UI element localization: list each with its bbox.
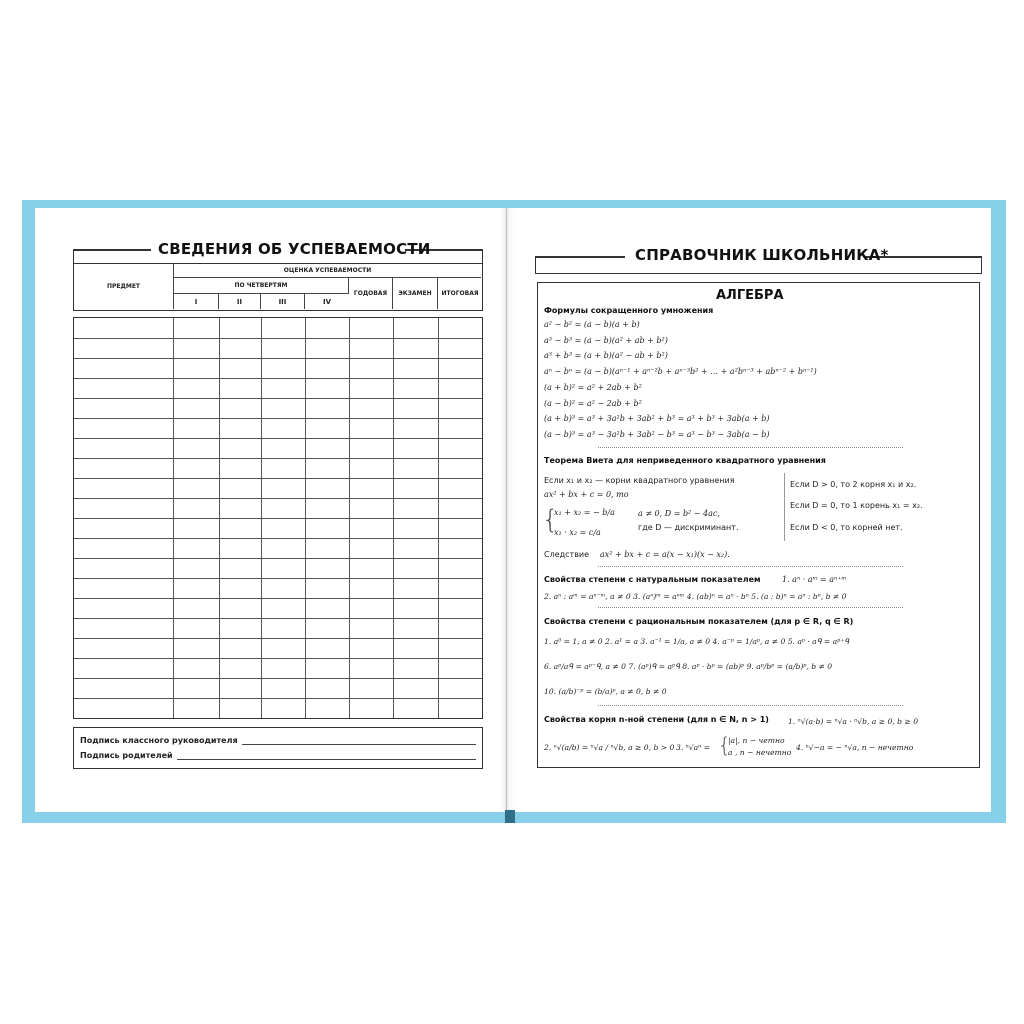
system-brace: { xyxy=(542,505,559,535)
table-row-divider xyxy=(74,338,482,339)
vieta-case-1: Если D > 0, то 2 корня x₁ и x₂. xyxy=(790,480,917,489)
vieta-line-1: Если x₁ и x₂ — корни квадратного уравнения xyxy=(544,476,735,485)
table-row-divider xyxy=(74,578,482,579)
rational-powers-title: Свойства степени с рациональным показателем (для p ∈ R, q ∈ R) xyxy=(544,617,854,626)
abbrev-mult-title: Формулы сокращенного умножения xyxy=(544,306,714,315)
table-row-divider xyxy=(74,618,482,619)
roots-3-brace: { xyxy=(718,733,731,757)
header-year: ГОДОВАЯ xyxy=(349,278,393,309)
formula: a² − b² = (a − b)(a + b) xyxy=(544,320,640,329)
roots-3-lhs: 3. ⁿ√aⁿ = xyxy=(676,743,710,752)
section-title-algebra: АЛГЕБРА xyxy=(716,288,784,303)
table-row-divider xyxy=(74,418,482,419)
table-row-divider xyxy=(74,678,482,679)
teacher-signature-line[interactable] xyxy=(242,737,476,745)
formula: a³ − b³ = (a − b)(a² + ab + b²) xyxy=(544,336,668,345)
formula: (a − b)³ = a³ − 3a²b + 3ab² − b³ = a³ − b³ − 3ab(a − b) xyxy=(544,430,770,439)
table-row-divider xyxy=(74,438,482,439)
vieta-condition: a ≠ 0, D = b² − 4ac, xyxy=(638,509,720,518)
table-row-divider xyxy=(74,458,482,459)
corollary-formula: ax² + bx + c = a(x − x₁)(x − x₂). xyxy=(600,550,730,559)
formula: aⁿ − bⁿ = (a − b)(aⁿ⁻¹ + aⁿ⁻²b + aⁿ⁻³b² + … + a²bⁿ⁻³ + abⁿ⁻² + bⁿ⁻¹) xyxy=(544,367,817,376)
grades-table-body xyxy=(73,317,483,719)
table-row-divider xyxy=(74,378,482,379)
table-row-divider xyxy=(74,478,482,479)
header-quarter-2: II xyxy=(219,294,261,309)
roots-1: 1. ⁿ√(a·b) = ⁿ√a · ⁿ√b, a ≥ 0, b ≥ 0 xyxy=(788,717,919,726)
parents-signature-row[interactable] xyxy=(80,751,476,760)
formula: a³ + b³ = (a + b)(a² − ab + b²) xyxy=(544,351,668,360)
table-row-divider xyxy=(74,358,482,359)
header-grades: ОЦЕНКА УСПЕВАЕМОСТИ xyxy=(174,264,481,278)
vieta-where: где D — дискриминант. xyxy=(638,523,739,532)
vieta-product: x₁ · x₂ = c/a xyxy=(554,528,601,537)
vieta-line-2: ax² + bx + c = 0, то xyxy=(544,490,629,499)
algebra-reference-box xyxy=(537,282,980,768)
spine xyxy=(505,810,515,823)
header-quarters: ПО ЧЕТВЕРТЯМ xyxy=(174,278,349,294)
divider xyxy=(784,473,785,541)
vieta-case-3: Если D < 0, то корней нет. xyxy=(790,523,903,532)
table-row-divider xyxy=(74,498,482,499)
vieta-title: Теорема Виета для неприведенного квадратного уравнения xyxy=(544,456,826,465)
roots-3-odd: a , n − нечетно xyxy=(728,748,792,757)
header-quarter-1: I xyxy=(174,294,219,309)
table-row-divider xyxy=(74,518,482,519)
grades-table-header xyxy=(73,263,483,311)
table-row-divider xyxy=(74,558,482,559)
table-row-divider xyxy=(74,638,482,639)
natural-powers-rest: 2. aⁿ : aᵐ = aⁿ⁻ᵐ, a ≠ 0 3. (aⁿ)ᵐ = aⁿᵐ 4. (ab)ⁿ = aⁿ · bⁿ 5. (a : b)ⁿ = aⁿ : bⁿ, b ≠ 0 xyxy=(544,592,847,601)
natural-powers-title: Свойства степени с натуральным показателем xyxy=(544,575,761,584)
roots-title: Свойства корня n-ной степени (для n ∈ N, n > 1) xyxy=(544,715,769,724)
rational-powers-row-2: 6. aᵖ/aᑫ = aᵖ⁻ᑫ, a ≠ 0 7. (aᵖ)ᑫ = aᵖᑫ 8. aᵖ · bᵖ = (ab)ᵖ 9. aᵖ/bᵖ = (a/b)ᵖ, b ≠ 0 xyxy=(544,662,833,671)
header-subject: ПРЕДМЕТ xyxy=(74,264,174,309)
corollary-label: Следствие xyxy=(544,550,590,559)
table-row-divider xyxy=(74,598,482,599)
roots-4: 4. ⁿ√−a = − ⁿ√a, n − нечетно xyxy=(796,743,914,752)
divider xyxy=(598,705,903,706)
formula: (a − b)² = a² − 2ab + b² xyxy=(544,399,642,408)
header-quarter-3: III xyxy=(261,294,305,309)
rational-powers-row-3: 10. (a/b)⁻ᵖ = (b/a)ᵖ, a ≠ 0, b ≠ 0 xyxy=(544,687,667,696)
left-page-title: СВЕДЕНИЯ ОБ УСПЕВАЕМОСТИ xyxy=(158,240,431,258)
teacher-signature-label: Подпись классного руководителя xyxy=(80,736,238,745)
parents-signature-line[interactable] xyxy=(177,752,476,760)
table-row-divider xyxy=(74,658,482,659)
formula: (a + b)² = a² + 2ab + b² xyxy=(544,383,642,392)
rational-powers-row-1: 1. a⁰ = 1, a ≠ 0 2. a¹ = a 3. a⁻¹ = 1/a, a ≠ 0 4. a⁻ᵖ = 1/aᵖ, a ≠ 0 5. aᵖ · aᑫ = aᵖ⁺ᑫ xyxy=(544,637,850,646)
signature-box xyxy=(73,727,483,769)
roots-2: 2. ⁿ√(a/b) = ⁿ√a / ⁿ√b, a ≥ 0, b > 0 xyxy=(544,743,675,752)
divider xyxy=(598,447,903,448)
vieta-sum: x₁ + x₂ = − b/a xyxy=(554,508,615,517)
table-row-divider xyxy=(74,398,482,399)
header-quarter-4: IV xyxy=(322,297,332,306)
right-page-title: СПРАВОЧНИК ШКОЛЬНИКА* xyxy=(635,246,889,264)
natural-powers-1: 1. aⁿ · aᵐ = aⁿ⁺ᵐ xyxy=(782,575,847,584)
roots-3-even: |a|, n − четно xyxy=(728,736,785,745)
teacher-signature-row[interactable] xyxy=(80,736,476,745)
divider xyxy=(598,607,903,608)
header-exam: ЭКЗАМЕН xyxy=(393,278,438,309)
divider xyxy=(598,566,903,567)
vieta-case-2: Если D = 0, то 1 корень x₁ = x₂. xyxy=(790,501,923,510)
table-row-divider xyxy=(74,698,482,699)
header-final: ИТОГОВАЯ xyxy=(441,290,479,297)
parents-signature-label: Подпись родителей xyxy=(80,751,173,760)
table-row-divider xyxy=(74,538,482,539)
formula: (a + b)³ = a³ + 3a²b + 3ab² + b³ = a³ + b³ + 3ab(a + b) xyxy=(544,414,770,423)
